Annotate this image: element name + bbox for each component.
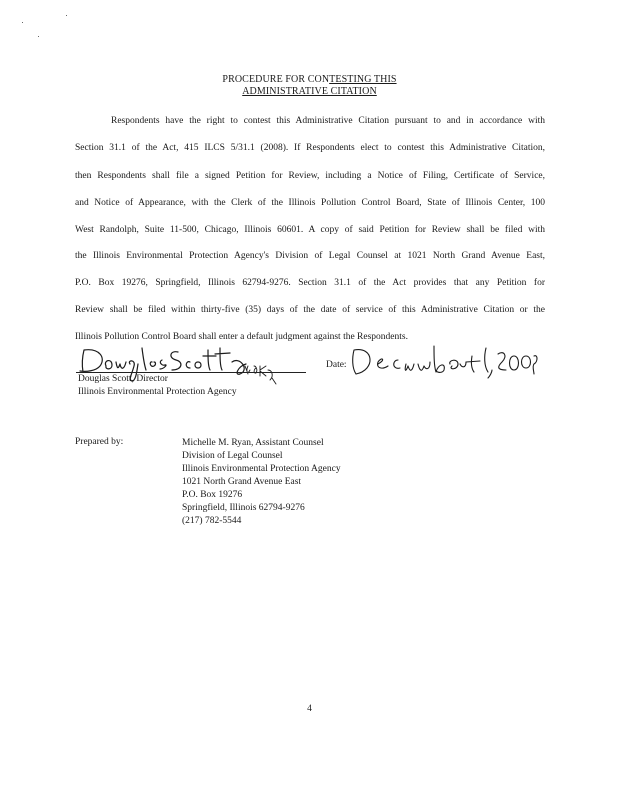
signer-name: Douglas Scott, Director — [78, 374, 168, 384]
body-line: Respondents have the right to contest this Administrative Citation pursuant to and in accordance with — [111, 116, 545, 126]
signer-agency: Illinois Environmental Protection Agency — [78, 387, 237, 397]
body-line: Illinois Pollution Control Board shall enter a default judgment against the Respondents. — [75, 332, 408, 342]
prepared-by-line: P.O. Box 19276 — [182, 490, 243, 500]
prepared-by-line: Division of Legal Counsel — [182, 451, 283, 461]
prepared-by-line: Illinois Environmental Protection Agency — [182, 464, 341, 474]
scan-speck — [22, 22, 23, 23]
scan-speck — [66, 15, 67, 16]
handwritten-date — [348, 342, 538, 382]
date-label: Date: — [326, 360, 347, 370]
prepared-by-label: Prepared by: — [75, 437, 124, 447]
prepared-by-line: Michelle M. Ryan, Assistant Counsel — [182, 438, 324, 448]
body-line: P.O. Box 19276, Springfield, Illinois 62794-9276. Section 31.1 of the Act provides that any Petition for — [75, 278, 545, 288]
scan-speck — [38, 36, 39, 37]
heading-line-2: ADMINISTRATIVE CITATION — [242, 86, 377, 97]
heading-line-1 — [0, 74, 619, 86]
heading-line-1-underlined: TESTING THIS — [329, 74, 397, 85]
page-number: 4 — [307, 704, 312, 714]
body-line: Review shall be filed within thirty-five (35) days of the date of service of this Administrative Citation or the — [75, 305, 545, 315]
prepared-by-line: Springfield, Illinois 62794-9276 — [182, 503, 305, 513]
body-line: then Respondents shall file a signed Petition for Review, including a Notice of Filing, Certificate of Service, — [75, 171, 545, 181]
body-line: Section 31.1 of the Act, 415 ILCS 5/31.1 (2008). If Respondents elect to contest this Administrative Citation, — [75, 143, 545, 153]
body-line: the Illinois Environmental Protection Agency's Division of Legal Counsel at 1021 North Grand Avenue East, — [75, 251, 545, 261]
prepared-by-line: 1021 North Grand Avenue East — [182, 477, 302, 487]
heading-line-1-start: PROCEDURE FOR CON — [222, 74, 330, 85]
body-line: West Randolph, Suite 11-500, Chicago, Illinois 60601. A copy of said Petition for Review shall be filed with — [75, 225, 545, 235]
body-line: and Notice of Appearance, with the Clerk of the Illinois Pollution Control Board, State of Illinois Center, 100 — [75, 198, 545, 208]
prepared-by-line: (217) 782-5544 — [182, 516, 242, 526]
